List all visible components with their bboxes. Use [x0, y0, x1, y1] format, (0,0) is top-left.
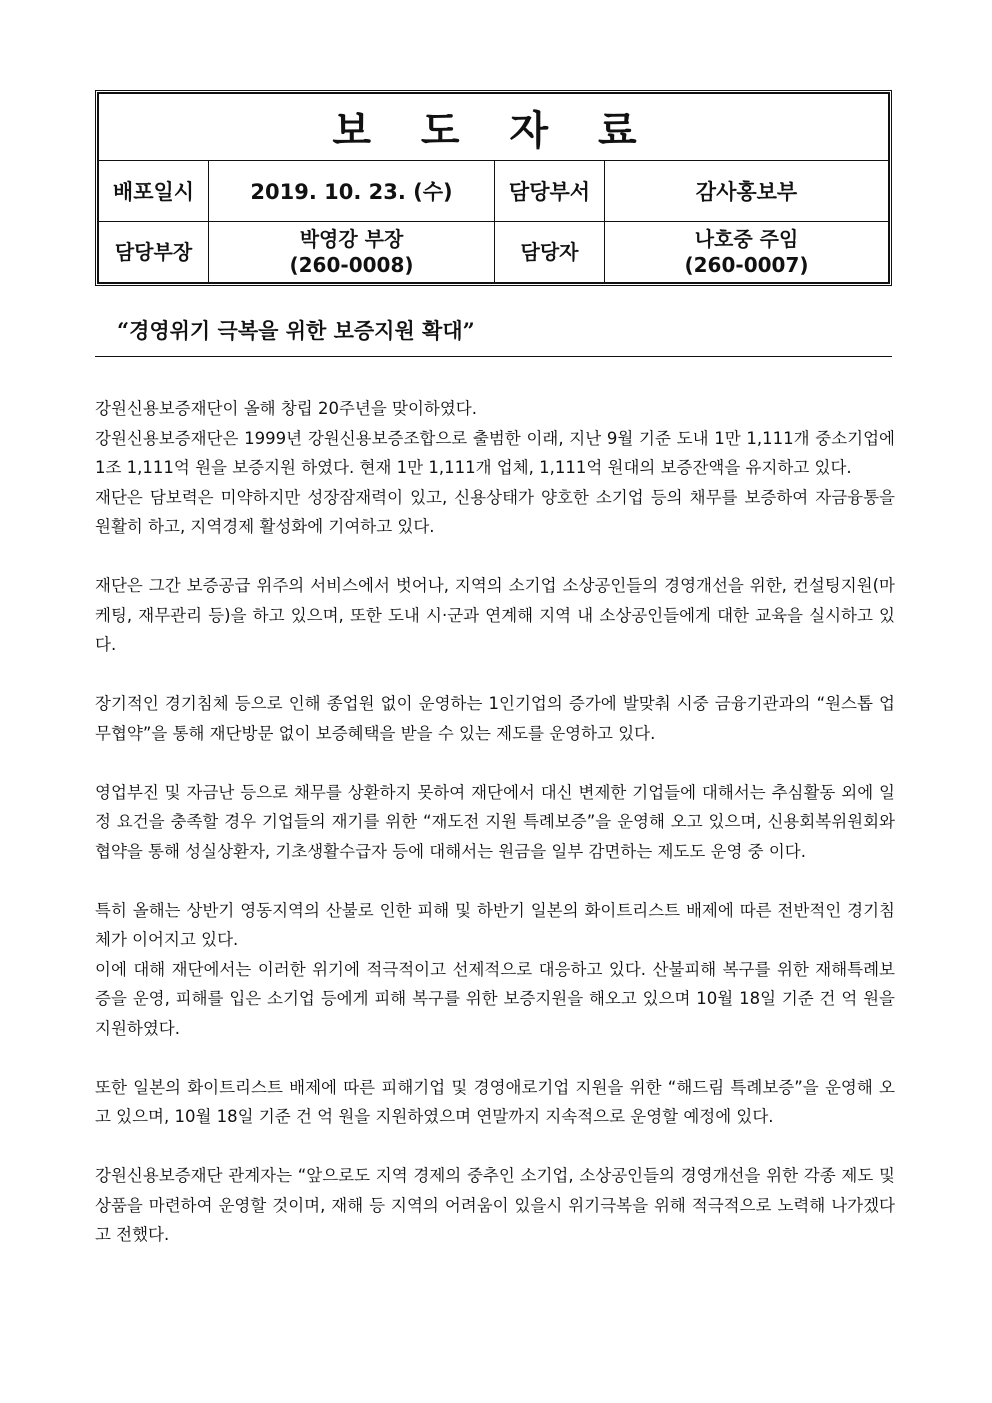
paragraph: 또한 일본의 화이트리스트 배제에 따른 피해기업 및 경영애로기업 지원을 위한 “해드림 특례보증”을 운영해 오고 있으며, 10월 18일 기준 건 억 원을 지원하였으며 연말까지 지속적으로 운영할 예정에 있다. — [95, 1077, 895, 1126]
department: 감사홍보부 — [605, 161, 889, 222]
paragraph: 강원신용보증재단은 1999년 강원신용보증조합으로 출범한 이래, 지난 9월 기준 도내 1만 1,111개 중소기업에 1조 1,111억 원을 보증지원 하였다. 현재 1만 1,111개 업체, 1,111억 원대의 보증잔액을 유지하고 있다. — [95, 428, 895, 477]
release-date-label: 배포일시 — [99, 161, 209, 222]
paragraph: 재단은 담보력은 미약하지만 성장잠재력이 있고, 신용상태가 양호한 소기업 등의 채무를 보증하여 자금융통을 원활히 하고, 지역경제 활성화에 기여하고 있다. — [95, 487, 895, 536]
paragraph: 특히 올해는 상반기 영동지역의 산불로 인한 피해 및 하반기 일본의 화이트리스트 배제에 따른 전반적인 경기침체가 이어지고 있다. — [95, 900, 895, 949]
contact-phone: (260-0007) — [684, 253, 809, 277]
manager-name: 박영강 부장 — [299, 227, 404, 251]
manager-label: 담당부장 — [99, 222, 209, 283]
headline: “경영위기 극복을 위한 보증지원 확대” — [117, 318, 475, 343]
release-date: 2019. 10. 23. (수) — [209, 161, 495, 222]
article-body — [95, 394, 895, 1250]
paragraph: 재단은 그간 보증공급 위주의 서비스에서 벗어나, 지역의 소기업 소상공인들의 경영개선을 위한, 컨설팅지원(마케팅, 재무관리 등)을 하고 있으며, 또한 도내 시·군과 연계해 지역 내 소상공인들에게 대한 교육을 실시하고 있다. — [95, 576, 895, 654]
contact-cell — [605, 222, 889, 283]
press-release-header-table — [95, 90, 892, 286]
manager-cell — [209, 222, 495, 283]
department-label: 담당부서 — [495, 161, 605, 222]
paragraph: 장기적인 경기침체 등으로 인해 종업원 없이 운영하는 1인기업의 증가에 발맞춰 시중 금융기관과의 “원스톱 업무협약”을 통해 재단방문 없이 보증혜택을 받을 수 있는 제도를 운영하고 있다. — [95, 694, 895, 743]
headline-divider — [95, 356, 892, 357]
contact-name: 나호중 주임 — [694, 227, 799, 251]
paragraph: 이에 대해 재단에서는 이러한 위기에 적극적이고 선제적으로 대응하고 있다. 산불피해 복구를 위한 재해특례보증을 운영, 피해를 입은 소기업 등에게 피해 복구를 위한 보증지원을 해오고 있으며 10월 18일 기준 건 억 원을 지원하였다. — [95, 959, 895, 1038]
document-title: 보 도 자 료 — [99, 94, 889, 161]
contact-label: 담당자 — [495, 222, 605, 283]
paragraph: 강원신용보증재단 관계자는 “앞으로도 지역 경제의 중추인 소기업, 소상공인들의 경영개선을 위한 각종 제도 및 상품을 마련하여 운영할 것이며, 재해 등 지역의 어려움이 있을시 위기극복을 위해 적극적으로 노력해 나가겠다고 전했다. — [95, 1166, 895, 1244]
paragraph: 영업부진 및 자금난 등으로 채무를 상환하지 못하여 재단에서 대신 변제한 기업들에 대해서는 추심활동 외에 일정 요건을 충족할 경우 기업들의 재기를 위한 “재도전 지원 특례보증”을 운영해 오고 있으며, 신용회복위원회와 협약을 통해 성실상환자, 기초생활수급자 등에 대해서는 원금을 일부 감면하는 제도도 운영 중 이다. — [95, 782, 895, 861]
manager-phone: (260-0008) — [289, 253, 414, 277]
paragraph: 강원신용보증재단이 올해 창립 20주년을 맞이하였다. — [95, 399, 477, 418]
